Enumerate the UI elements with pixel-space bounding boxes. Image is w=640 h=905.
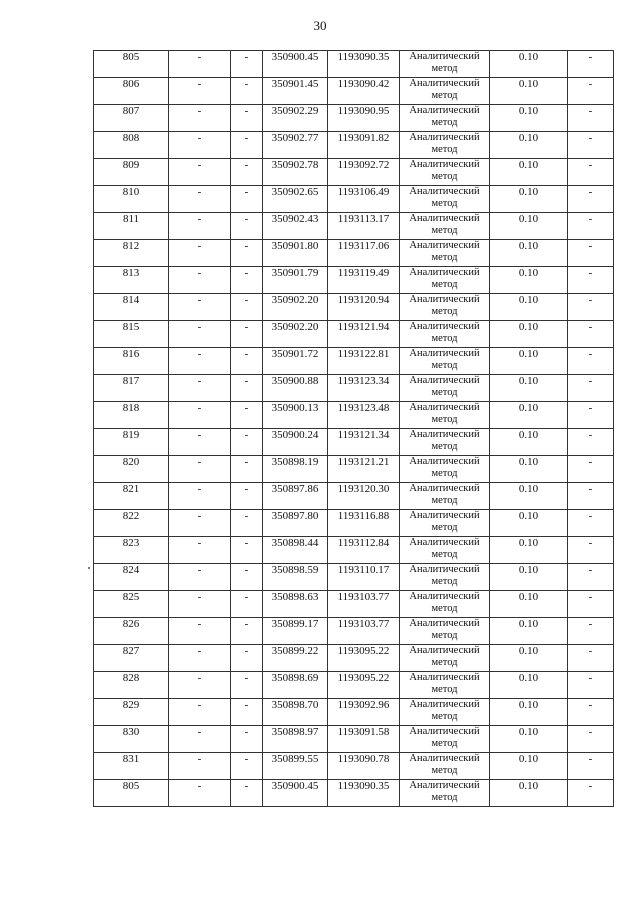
- table-row: [94, 213, 614, 240]
- description-cell: -: [568, 267, 614, 294]
- empty-cell: -: [231, 510, 263, 537]
- point-number-cell: 811: [94, 213, 169, 240]
- method-cell: Аналитический метод: [400, 348, 490, 375]
- y-coordinate-cell: 1193106.49: [328, 186, 400, 213]
- scan-mark: [88, 567, 90, 569]
- description-cell: -: [568, 429, 614, 456]
- point-number-cell: 815: [94, 321, 169, 348]
- method-cell: Аналитический метод: [400, 618, 490, 645]
- point-number-cell: 817: [94, 375, 169, 402]
- method-cell: Аналитический метод: [400, 753, 490, 780]
- x-coordinate-cell: 350898.70: [263, 699, 328, 726]
- method-cell: Аналитический метод: [400, 294, 490, 321]
- accuracy-cell: 0.10: [490, 132, 568, 159]
- x-coordinate-cell: 350901.79: [263, 267, 328, 294]
- accuracy-cell: 0.10: [490, 753, 568, 780]
- empty-cell: -: [169, 240, 231, 267]
- table-row: [94, 240, 614, 267]
- empty-cell: -: [231, 348, 263, 375]
- table-row: [94, 51, 614, 78]
- empty-cell: -: [169, 483, 231, 510]
- accuracy-cell: 0.10: [490, 591, 568, 618]
- x-coordinate-cell: 350898.63: [263, 591, 328, 618]
- empty-cell: -: [231, 537, 263, 564]
- x-coordinate-cell: 350902.65: [263, 186, 328, 213]
- empty-cell: -: [169, 645, 231, 672]
- empty-cell: -: [169, 132, 231, 159]
- empty-cell: -: [169, 267, 231, 294]
- accuracy-cell: 0.10: [490, 780, 568, 807]
- x-coordinate-cell: 350900.24: [263, 429, 328, 456]
- point-number-cell: 824: [94, 564, 169, 591]
- empty-cell: -: [231, 456, 263, 483]
- accuracy-cell: 0.10: [490, 699, 568, 726]
- point-number-cell: 820: [94, 456, 169, 483]
- description-cell: -: [568, 240, 614, 267]
- table-row: [94, 159, 614, 186]
- x-coordinate-cell: 350899.17: [263, 618, 328, 645]
- empty-cell: -: [169, 294, 231, 321]
- table-row: [94, 726, 614, 753]
- empty-cell: -: [231, 132, 263, 159]
- accuracy-cell: 0.10: [490, 51, 568, 78]
- point-number-cell: 828: [94, 672, 169, 699]
- empty-cell: -: [231, 402, 263, 429]
- empty-cell: -: [231, 429, 263, 456]
- description-cell: -: [568, 645, 614, 672]
- y-coordinate-cell: 1193110.17: [328, 564, 400, 591]
- empty-cell: -: [231, 672, 263, 699]
- description-cell: -: [568, 699, 614, 726]
- x-coordinate-cell: 350898.97: [263, 726, 328, 753]
- table-row: [94, 132, 614, 159]
- x-coordinate-cell: 350902.77: [263, 132, 328, 159]
- x-coordinate-cell: 350901.72: [263, 348, 328, 375]
- method-cell: Аналитический метод: [400, 726, 490, 753]
- accuracy-cell: 0.10: [490, 645, 568, 672]
- point-number-cell: 827: [94, 645, 169, 672]
- method-cell: Аналитический метод: [400, 375, 490, 402]
- empty-cell: -: [231, 294, 263, 321]
- empty-cell: -: [231, 483, 263, 510]
- empty-cell: -: [231, 564, 263, 591]
- empty-cell: -: [169, 726, 231, 753]
- description-cell: -: [568, 159, 614, 186]
- empty-cell: -: [169, 348, 231, 375]
- description-cell: -: [568, 402, 614, 429]
- x-coordinate-cell: 350902.20: [263, 294, 328, 321]
- empty-cell: -: [169, 510, 231, 537]
- x-coordinate-cell: 350898.69: [263, 672, 328, 699]
- accuracy-cell: 0.10: [490, 375, 568, 402]
- description-cell: -: [568, 78, 614, 105]
- empty-cell: -: [169, 321, 231, 348]
- accuracy-cell: 0.10: [490, 321, 568, 348]
- table-row: [94, 321, 614, 348]
- empty-cell: -: [231, 645, 263, 672]
- table-row: [94, 267, 614, 294]
- empty-cell: -: [169, 402, 231, 429]
- description-cell: -: [568, 375, 614, 402]
- table-row: [94, 618, 614, 645]
- method-cell: Аналитический метод: [400, 321, 490, 348]
- x-coordinate-cell: 350900.88: [263, 375, 328, 402]
- empty-cell: -: [169, 780, 231, 807]
- empty-cell: -: [231, 699, 263, 726]
- y-coordinate-cell: 1193116.88: [328, 510, 400, 537]
- y-coordinate-cell: 1193123.34: [328, 375, 400, 402]
- point-number-cell: 809: [94, 159, 169, 186]
- accuracy-cell: 0.10: [490, 159, 568, 186]
- y-coordinate-cell: 1193103.77: [328, 591, 400, 618]
- point-number-cell: 819: [94, 429, 169, 456]
- y-coordinate-cell: 1193090.42: [328, 78, 400, 105]
- empty-cell: -: [169, 618, 231, 645]
- y-coordinate-cell: 1193090.35: [328, 51, 400, 78]
- point-number-cell: 818: [94, 402, 169, 429]
- empty-cell: -: [169, 159, 231, 186]
- empty-cell: -: [169, 456, 231, 483]
- y-coordinate-cell: 1193121.94: [328, 321, 400, 348]
- y-coordinate-cell: 1193090.78: [328, 753, 400, 780]
- method-cell: Аналитический метод: [400, 510, 490, 537]
- table-row: [94, 294, 614, 321]
- empty-cell: -: [231, 105, 263, 132]
- y-coordinate-cell: 1193120.94: [328, 294, 400, 321]
- empty-cell: -: [169, 213, 231, 240]
- y-coordinate-cell: 1193123.48: [328, 402, 400, 429]
- table-row: [94, 645, 614, 672]
- table-row: [94, 699, 614, 726]
- description-cell: -: [568, 726, 614, 753]
- method-cell: Аналитический метод: [400, 267, 490, 294]
- point-number-cell: 826: [94, 618, 169, 645]
- point-number-cell: 807: [94, 105, 169, 132]
- table-row: [94, 510, 614, 537]
- x-coordinate-cell: 350902.78: [263, 159, 328, 186]
- x-coordinate-cell: 350900.45: [263, 51, 328, 78]
- table-row: [94, 78, 614, 105]
- x-coordinate-cell: 350897.86: [263, 483, 328, 510]
- table-body: [94, 51, 614, 807]
- x-coordinate-cell: 350900.13: [263, 402, 328, 429]
- accuracy-cell: 0.10: [490, 240, 568, 267]
- accuracy-cell: 0.10: [490, 456, 568, 483]
- description-cell: -: [568, 780, 614, 807]
- empty-cell: -: [169, 186, 231, 213]
- point-number-cell: 830: [94, 726, 169, 753]
- table-row: [94, 672, 614, 699]
- y-coordinate-cell: 1193103.77: [328, 618, 400, 645]
- accuracy-cell: 0.10: [490, 483, 568, 510]
- point-number-cell: 806: [94, 78, 169, 105]
- point-number-cell: 825: [94, 591, 169, 618]
- accuracy-cell: 0.10: [490, 78, 568, 105]
- empty-cell: -: [231, 591, 263, 618]
- method-cell: Аналитический метод: [400, 159, 490, 186]
- method-cell: Аналитический метод: [400, 456, 490, 483]
- empty-cell: -: [169, 78, 231, 105]
- table-row: [94, 564, 614, 591]
- description-cell: -: [568, 186, 614, 213]
- method-cell: Аналитический метод: [400, 483, 490, 510]
- empty-cell: -: [169, 375, 231, 402]
- y-coordinate-cell: 1193090.95: [328, 105, 400, 132]
- y-coordinate-cell: 1193095.22: [328, 645, 400, 672]
- y-coordinate-cell: 1193112.84: [328, 537, 400, 564]
- method-cell: Аналитический метод: [400, 132, 490, 159]
- method-cell: Аналитический метод: [400, 429, 490, 456]
- accuracy-cell: 0.10: [490, 186, 568, 213]
- empty-cell: -: [169, 591, 231, 618]
- accuracy-cell: 0.10: [490, 618, 568, 645]
- point-number-cell: 821: [94, 483, 169, 510]
- description-cell: -: [568, 618, 614, 645]
- table-row: [94, 753, 614, 780]
- point-number-cell: 810: [94, 186, 169, 213]
- description-cell: -: [568, 672, 614, 699]
- accuracy-cell: 0.10: [490, 294, 568, 321]
- point-number-cell: 829: [94, 699, 169, 726]
- description-cell: -: [568, 483, 614, 510]
- y-coordinate-cell: 1193092.72: [328, 159, 400, 186]
- empty-cell: -: [169, 699, 231, 726]
- empty-cell: -: [231, 51, 263, 78]
- table-row: [94, 483, 614, 510]
- page-number: 30: [313, 18, 327, 33]
- description-cell: -: [568, 348, 614, 375]
- y-coordinate-cell: 1193090.35: [328, 780, 400, 807]
- accuracy-cell: 0.10: [490, 510, 568, 537]
- method-cell: Аналитический метод: [400, 780, 490, 807]
- point-number-cell: 812: [94, 240, 169, 267]
- table-row: [94, 456, 614, 483]
- empty-cell: -: [169, 753, 231, 780]
- point-number-cell: 822: [94, 510, 169, 537]
- x-coordinate-cell: 350902.20: [263, 321, 328, 348]
- method-cell: Аналитический метод: [400, 78, 490, 105]
- y-coordinate-cell: 1193117.06: [328, 240, 400, 267]
- empty-cell: -: [169, 51, 231, 78]
- description-cell: -: [568, 537, 614, 564]
- table-row: [94, 348, 614, 375]
- description-cell: -: [568, 51, 614, 78]
- empty-cell: -: [231, 375, 263, 402]
- method-cell: Аналитический метод: [400, 402, 490, 429]
- description-cell: -: [568, 591, 614, 618]
- table-row: [94, 186, 614, 213]
- table-row: [94, 375, 614, 402]
- y-coordinate-cell: 1193120.30: [328, 483, 400, 510]
- x-coordinate-cell: 350898.19: [263, 456, 328, 483]
- accuracy-cell: 0.10: [490, 402, 568, 429]
- coordinates-table: [93, 50, 614, 807]
- accuracy-cell: 0.10: [490, 726, 568, 753]
- empty-cell: -: [169, 429, 231, 456]
- point-number-cell: 805: [94, 51, 169, 78]
- x-coordinate-cell: 350898.59: [263, 564, 328, 591]
- empty-cell: -: [169, 564, 231, 591]
- empty-cell: -: [231, 726, 263, 753]
- method-cell: Аналитический метод: [400, 213, 490, 240]
- method-cell: Аналитический метод: [400, 537, 490, 564]
- point-number-cell: 813: [94, 267, 169, 294]
- description-cell: -: [568, 213, 614, 240]
- y-coordinate-cell: 1193121.21: [328, 456, 400, 483]
- x-coordinate-cell: 350900.45: [263, 780, 328, 807]
- accuracy-cell: 0.10: [490, 267, 568, 294]
- empty-cell: -: [231, 753, 263, 780]
- x-coordinate-cell: 350899.22: [263, 645, 328, 672]
- point-number-cell: 808: [94, 132, 169, 159]
- method-cell: Аналитический метод: [400, 591, 490, 618]
- y-coordinate-cell: 1193095.22: [328, 672, 400, 699]
- empty-cell: -: [231, 240, 263, 267]
- accuracy-cell: 0.10: [490, 348, 568, 375]
- empty-cell: -: [169, 105, 231, 132]
- point-number-cell: 831: [94, 753, 169, 780]
- method-cell: Аналитический метод: [400, 186, 490, 213]
- y-coordinate-cell: 1193113.17: [328, 213, 400, 240]
- x-coordinate-cell: 350901.80: [263, 240, 328, 267]
- y-coordinate-cell: 1193122.81: [328, 348, 400, 375]
- accuracy-cell: 0.10: [490, 213, 568, 240]
- table-row: [94, 591, 614, 618]
- description-cell: -: [568, 456, 614, 483]
- empty-cell: -: [231, 321, 263, 348]
- empty-cell: -: [169, 672, 231, 699]
- y-coordinate-cell: 1193091.58: [328, 726, 400, 753]
- description-cell: -: [568, 105, 614, 132]
- description-cell: -: [568, 321, 614, 348]
- empty-cell: -: [231, 78, 263, 105]
- method-cell: Аналитический метод: [400, 672, 490, 699]
- accuracy-cell: 0.10: [490, 537, 568, 564]
- y-coordinate-cell: 1193091.82: [328, 132, 400, 159]
- empty-cell: -: [231, 159, 263, 186]
- method-cell: Аналитический метод: [400, 105, 490, 132]
- method-cell: Аналитический метод: [400, 564, 490, 591]
- empty-cell: -: [231, 618, 263, 645]
- accuracy-cell: 0.10: [490, 564, 568, 591]
- x-coordinate-cell: 350898.44: [263, 537, 328, 564]
- empty-cell: -: [231, 780, 263, 807]
- table-row: [94, 537, 614, 564]
- y-coordinate-cell: 1193119.49: [328, 267, 400, 294]
- y-coordinate-cell: 1193121.34: [328, 429, 400, 456]
- empty-cell: -: [231, 213, 263, 240]
- point-number-cell: 816: [94, 348, 169, 375]
- description-cell: -: [568, 753, 614, 780]
- accuracy-cell: 0.10: [490, 429, 568, 456]
- method-cell: Аналитический метод: [400, 51, 490, 78]
- table-row: [94, 429, 614, 456]
- table-row: [94, 402, 614, 429]
- empty-cell: -: [231, 186, 263, 213]
- description-cell: -: [568, 132, 614, 159]
- accuracy-cell: 0.10: [490, 105, 568, 132]
- empty-cell: -: [169, 537, 231, 564]
- x-coordinate-cell: 350902.29: [263, 105, 328, 132]
- description-cell: -: [568, 564, 614, 591]
- accuracy-cell: 0.10: [490, 672, 568, 699]
- method-cell: Аналитический метод: [400, 645, 490, 672]
- description-cell: -: [568, 510, 614, 537]
- table-row: [94, 105, 614, 132]
- point-number-cell: 814: [94, 294, 169, 321]
- method-cell: Аналитический метод: [400, 240, 490, 267]
- x-coordinate-cell: 350897.80: [263, 510, 328, 537]
- description-cell: -: [568, 294, 614, 321]
- x-coordinate-cell: 350901.45: [263, 78, 328, 105]
- empty-cell: -: [231, 267, 263, 294]
- table-row: [94, 780, 614, 807]
- point-number-cell: 823: [94, 537, 169, 564]
- point-number-cell: 805: [94, 780, 169, 807]
- y-coordinate-cell: 1193092.96: [328, 699, 400, 726]
- x-coordinate-cell: 350902.43: [263, 213, 328, 240]
- x-coordinate-cell: 350899.55: [263, 753, 328, 780]
- method-cell: Аналитический метод: [400, 699, 490, 726]
